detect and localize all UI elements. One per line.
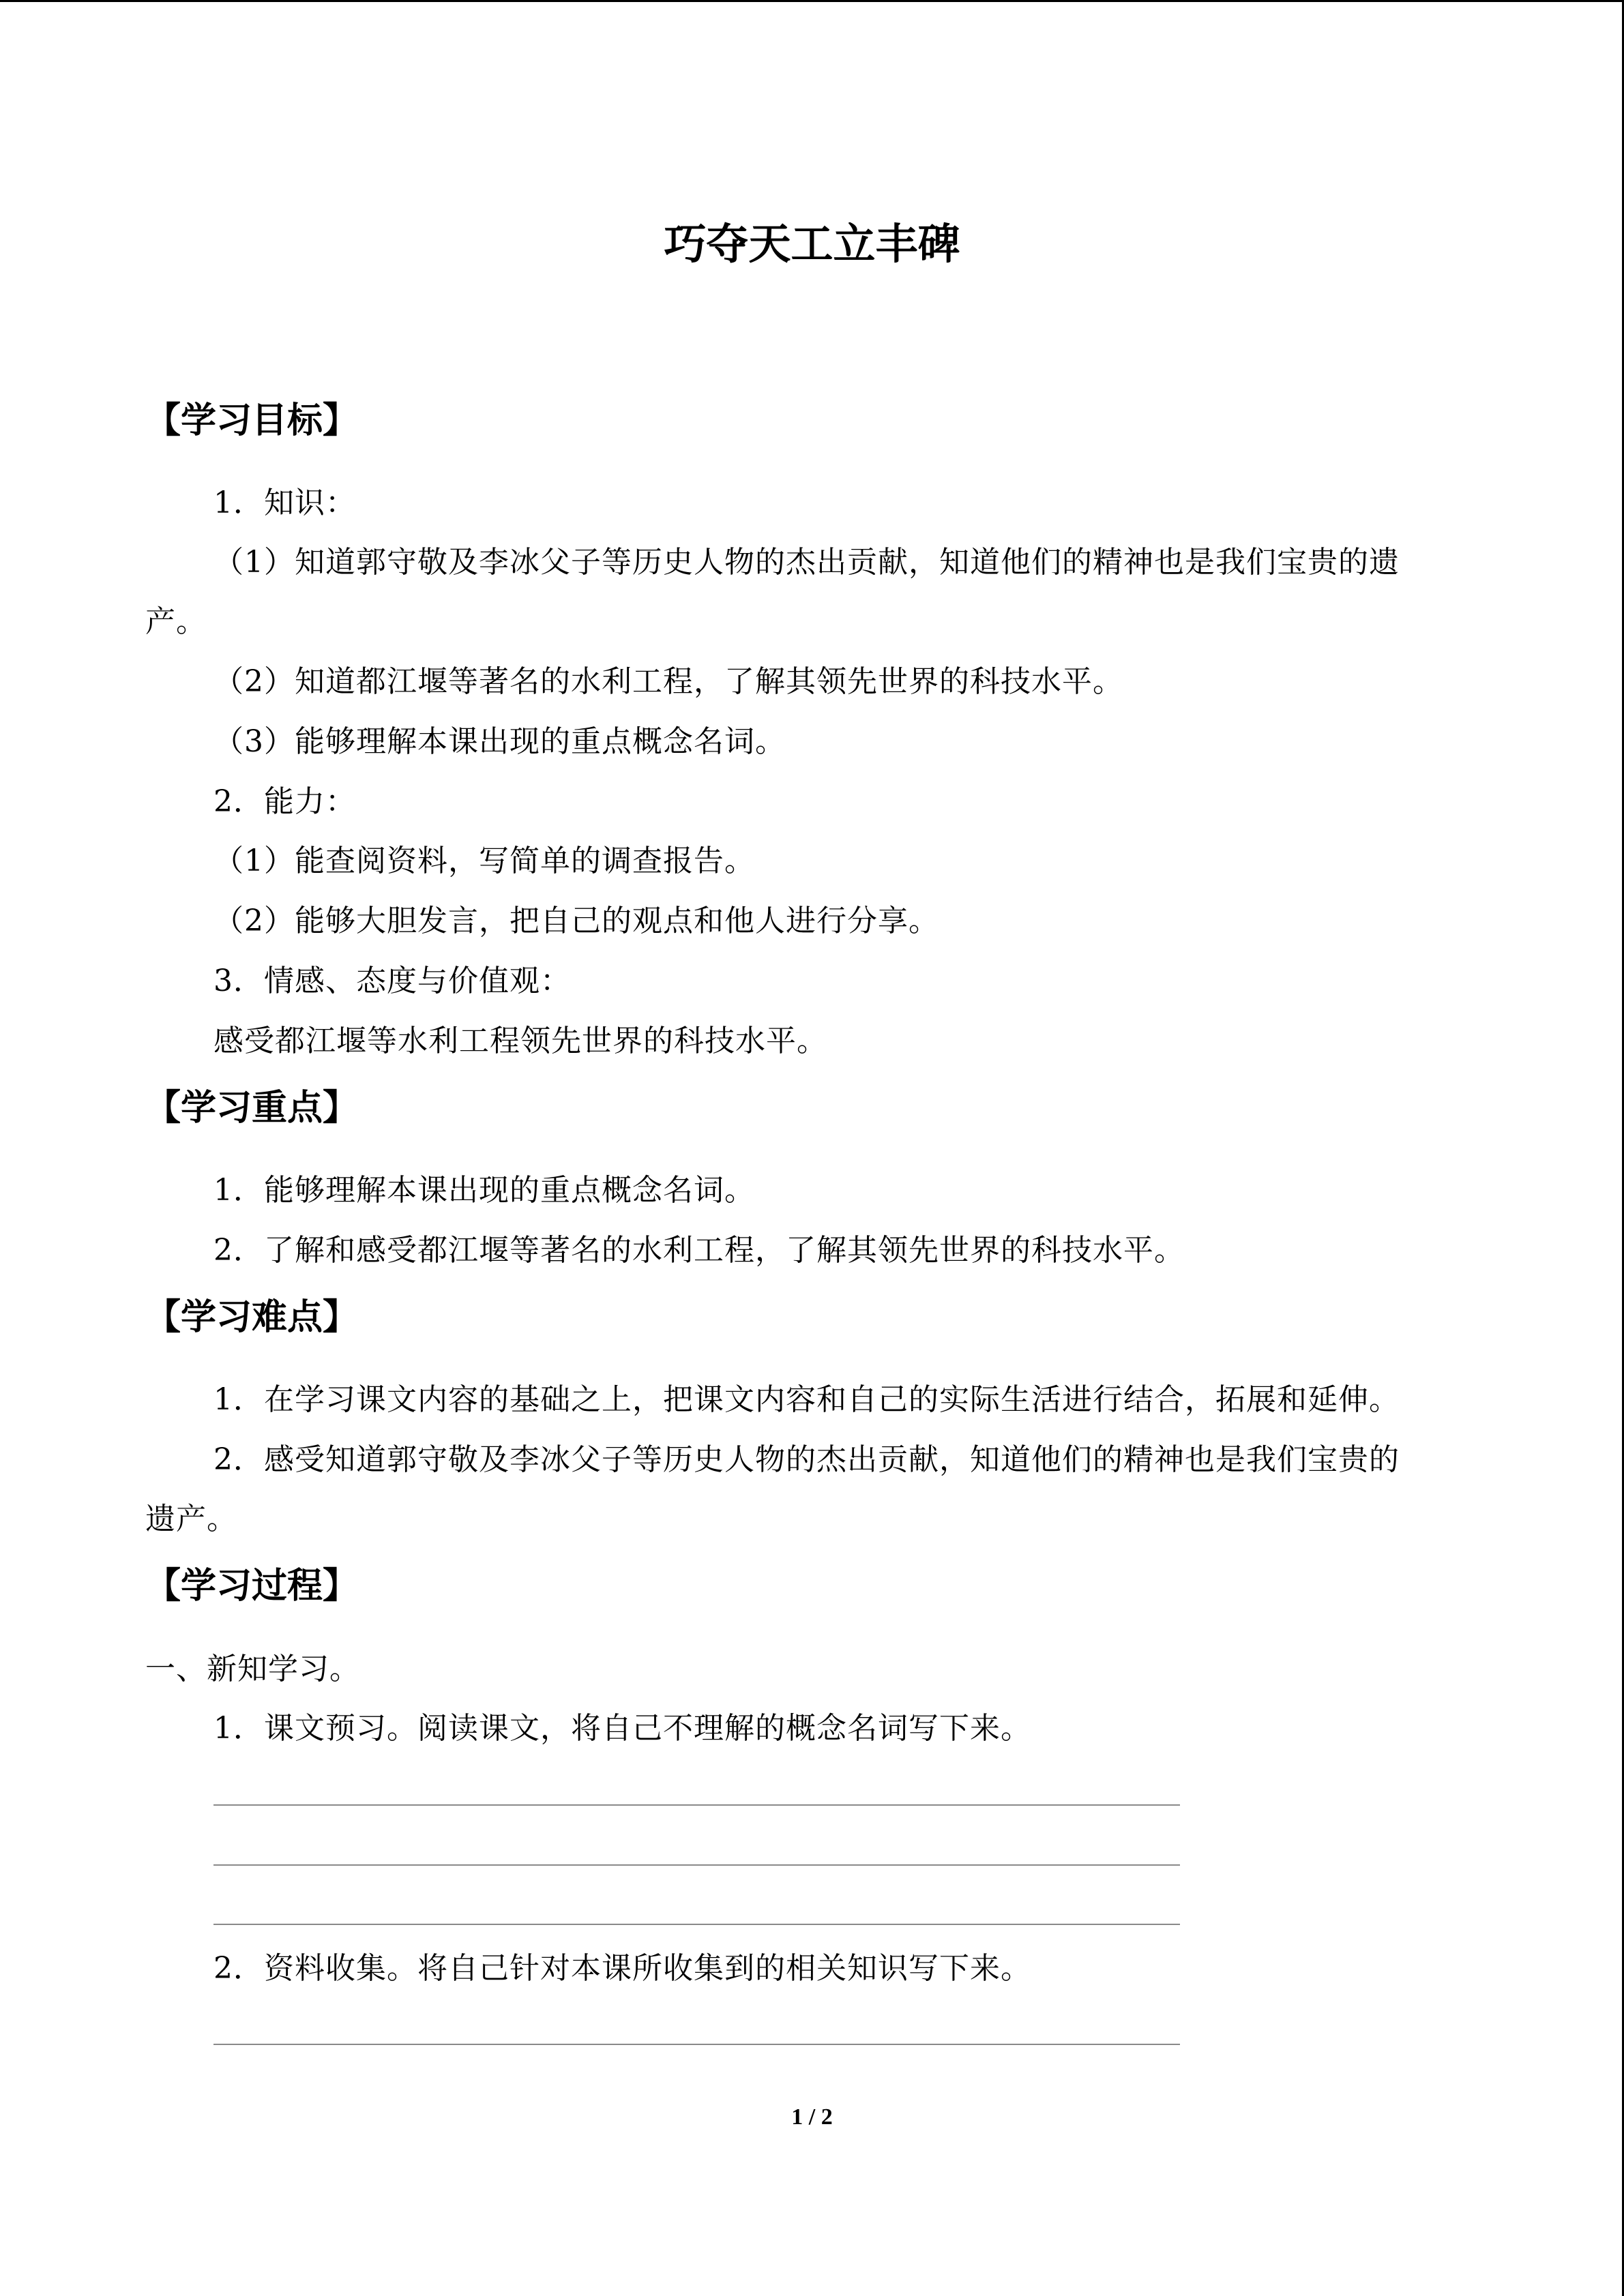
knowledge-item-1-line-1: （1）知道郭守敬及李冰父子等历史人物的杰出贡献，知道他们的精神也是我们宝贵的遗 xyxy=(213,545,1400,580)
process-task-2: 2．资料收集。将自己针对本课所收集到的相关知识写下来。 xyxy=(213,1951,1031,1986)
page-title: 巧夺天工立丰碑 xyxy=(664,219,960,269)
process-heading: 【学习过程】 xyxy=(145,1566,359,1607)
knowledge-item-2: （2）知道都江堰等著名的水利工程，了解其领先世界的科技水平。 xyxy=(213,664,1123,699)
ability-item-2: （2）能够大胆发言，把自己的观点和他人进行分享。 xyxy=(213,904,939,938)
difficulty-2-line-1: 2．感受知道郭守敬及李冰父子等历史人物的杰出贡献，知道他们的精神也是我们宝贵的 xyxy=(213,1442,1400,1477)
key-points-heading: 【学习重点】 xyxy=(145,1088,359,1129)
knowledge-item-1-line-2: 产。 xyxy=(145,604,207,639)
difficulty-1: 1．在学习课文内容的基础之上，把课文内容和自己的实际生活进行结合，拓展和延伸。 xyxy=(213,1382,1400,1417)
key-point-2: 2．了解和感受都江堰等著名的水利工程，了解其领先世界的科技水平。 xyxy=(213,1233,1185,1268)
difficulties-heading: 【学习难点】 xyxy=(145,1297,359,1338)
emotion-label: 3．情感、态度与价值观： xyxy=(213,964,571,998)
answer-line[interactable] xyxy=(213,1864,1180,1866)
knowledge-item-3: （3）能够理解本课出现的重点概念名词。 xyxy=(213,724,786,759)
ability-label: 2．能力： xyxy=(213,784,356,819)
answer-line[interactable] xyxy=(213,1924,1180,1925)
ability-item-1: （1）能查阅资料，写简单的调查报告。 xyxy=(213,844,755,878)
process-part-1: 一、新知学习。 xyxy=(145,1652,360,1686)
key-point-1: 1．能够理解本课出现的重点概念名词。 xyxy=(213,1173,755,1208)
page-number: 1 / 2 xyxy=(791,2104,833,2130)
emotion-text: 感受都江堰等水利工程领先世界的科技水平。 xyxy=(213,1024,827,1058)
answer-line[interactable] xyxy=(213,2044,1180,2045)
knowledge-label: 1．知识： xyxy=(213,486,356,520)
objectives-heading: 【学习目标】 xyxy=(145,400,359,441)
answer-line[interactable] xyxy=(213,1804,1180,1806)
difficulty-2-line-2: 遗产。 xyxy=(145,1502,237,1536)
process-task-1: 1．课文预习。阅读课文，将自己不理解的概念名词写下来。 xyxy=(213,1711,1031,1746)
